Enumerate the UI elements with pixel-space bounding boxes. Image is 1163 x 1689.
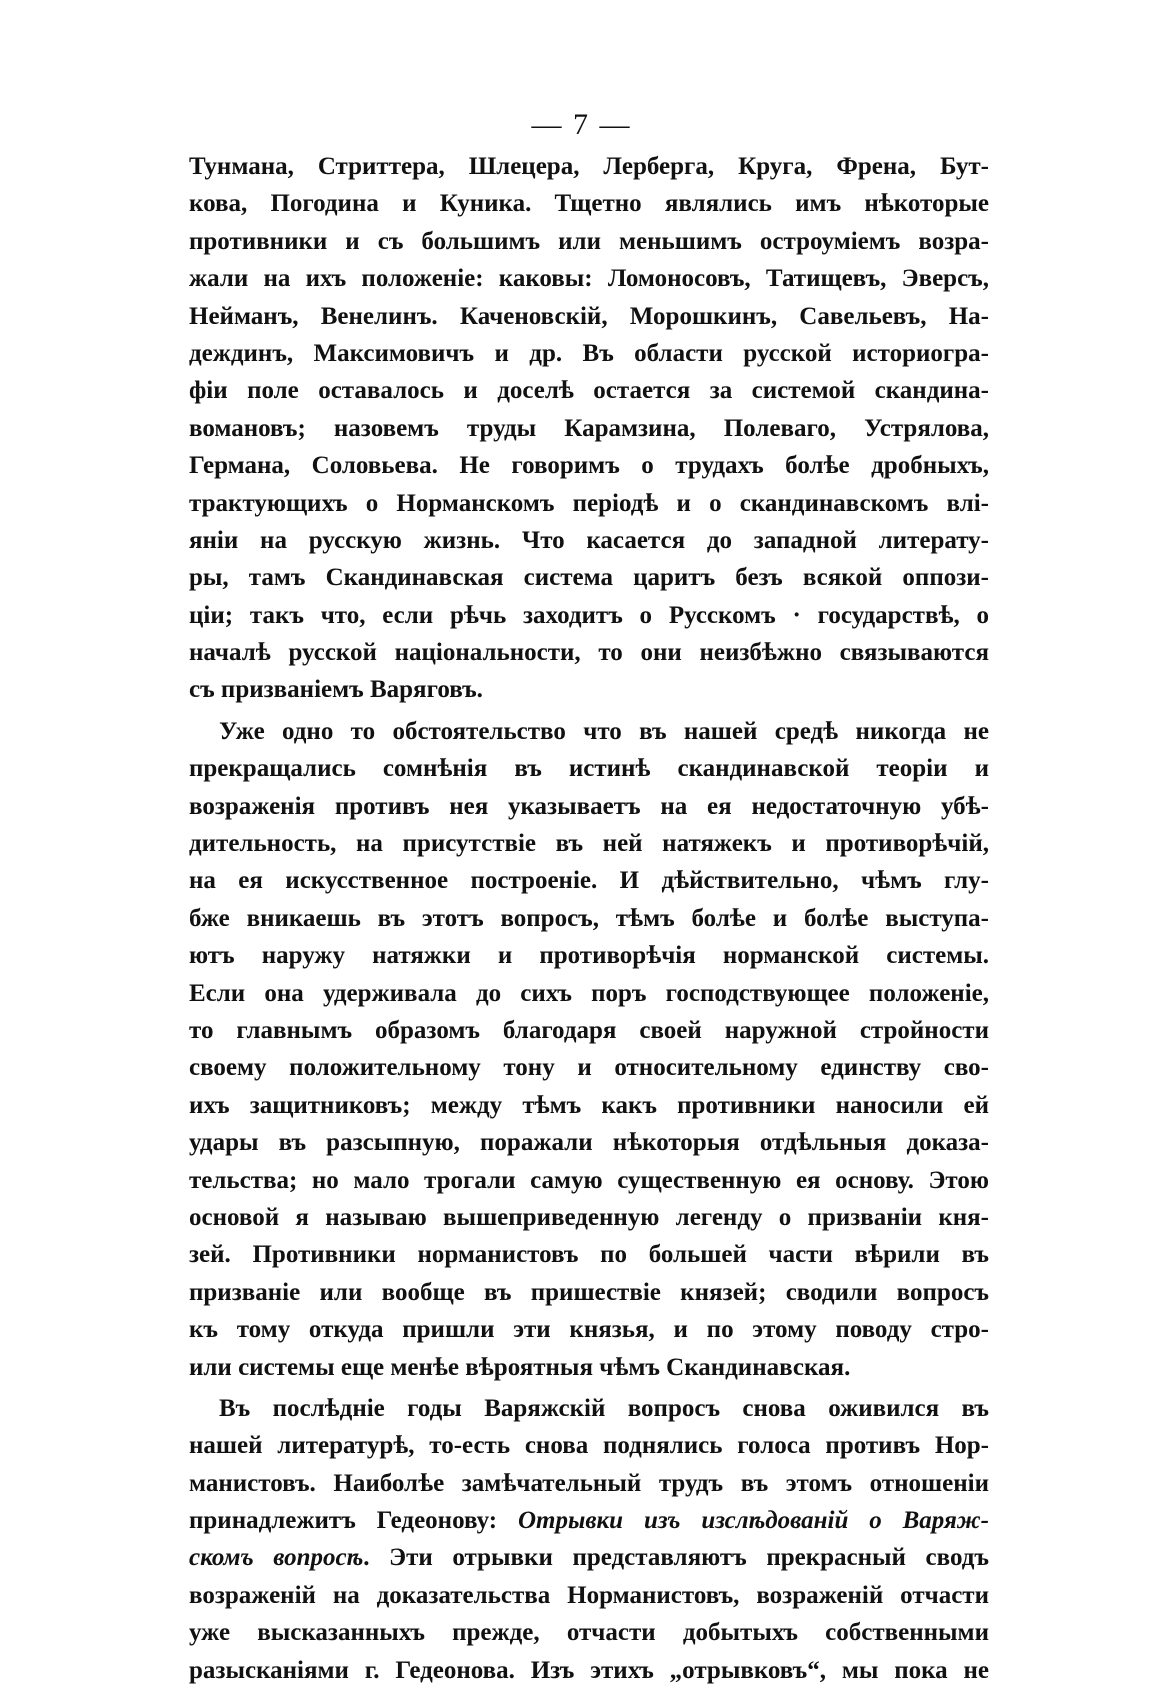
- text-line: зей. Противники норманистовъ по большей части вѣрили въ: [189, 1241, 989, 1269]
- text-line: на ея искусственное построенiе. И дѣйствительно, чѣмъ глу-: [189, 867, 989, 895]
- text-line: [189, 1502, 989, 1539]
- text-line: противники и съ большимъ или меньшимъ остроумiемъ возра-: [189, 227, 989, 255]
- text-line: кова, Погодина и Куника. Тщетно являлись имъ нѣкоторые: [189, 190, 989, 218]
- text-line: ютъ наружу натяжки и противорѣчiя норманской системы.: [189, 942, 989, 970]
- text-line: своему положительному тону и относительному единству сво-: [189, 1054, 989, 1082]
- text-segment: . Эти отрывки представляютъ прекрасный сводъ: [363, 1544, 989, 1572]
- text-line: трактующихъ о Норманскомъ перiодѣ и о скандинавскомъ влi-: [189, 489, 989, 517]
- text-line: янiи на русскую жизнь. Что касается до западной литерату-: [189, 526, 989, 554]
- page-number: — 7 —: [531, 108, 632, 141]
- text-segment: принадлежитъ Гедеонову:: [189, 1507, 518, 1535]
- body-text: [189, 148, 989, 1689]
- text-line: прекращались сомнѣнiя въ истинѣ скандинавской теорiи и: [189, 755, 989, 783]
- text-line: бже вникаешь въ этотъ вопросъ, тѣмъ болѣе и болѣе выступа-: [189, 904, 989, 932]
- text-line: цiи; такъ что, если рѣчь заходитъ о Русскомъ · государствѣ, о: [189, 601, 989, 629]
- text-line: основой я называю вышеприведенную легенду о призванiи кня-: [189, 1203, 989, 1231]
- text-line: уже высказанныхъ прежде, отчасти добытыхъ собственными: [189, 1619, 989, 1647]
- italic-title: скомъ вопросѣ: [189, 1544, 364, 1572]
- text-line: то главнымъ образомъ благодаря своей наружной стройности: [189, 1016, 989, 1044]
- text-line: Въ послѣднiе годы Варяжскiй вопросъ снова оживился въ: [219, 1394, 989, 1422]
- text-line: жали на ихъ положенiе: каковы: Ломоносовъ, Татищевъ, Эверсъ,: [189, 265, 989, 293]
- text-line: ры, тамъ Скандинавская система царитъ безъ всякой оппози-: [189, 564, 989, 592]
- text-line: фiи поле оставалось и доселѣ остается за системой скандина-: [189, 377, 989, 405]
- text-line: Уже одно то обстоятельство что въ нашей средѣ никогда не: [219, 717, 989, 745]
- text-line: призванiе или вообще въ пришествiе князей; сводили вопросъ: [189, 1278, 989, 1306]
- text-line: удары въ разсыпную, поражали нѣкоторыя отдѣльныя доказа-: [189, 1129, 989, 1157]
- text-line: манистовъ. Наиболѣе замѣчательный трудъ въ этомъ отношенiи: [189, 1469, 989, 1497]
- text-line: Если она удерживала до сихъ поръ господствующее положенiе,: [189, 979, 989, 1007]
- text-line: Нейманъ, Венелинъ. Каченовскiй, Морошкинъ, Савельевъ, На-: [189, 302, 989, 330]
- italic-title: Отрывки изъ изслѣдованiй о Варяж-: [517, 1507, 989, 1535]
- text-line: началѣ русской нацiональности, то они неизбѣжно связываются: [189, 639, 989, 667]
- text-line: [189, 1539, 989, 1576]
- text-line: Тунмана, Стриттера, Шлецера, Лерберга, Круга, Френа, Бут-: [189, 153, 989, 180]
- text-line: нашей литературѣ, то-есть снова поднялись голоса противъ Нор-: [189, 1432, 989, 1460]
- text-line: дительность, на присутствiе въ ней натяжекъ и противорѣчiй,: [189, 830, 989, 858]
- text-line: ихъ защитниковъ; между тѣмъ какъ противники наносили ей: [189, 1091, 989, 1119]
- text-line: или системы еще менѣе вѣроятныя чѣмъ Скандинавская.: [189, 1353, 851, 1381]
- text-line: возраженiя противъ нея указываетъ на ея недостаточную убѣ-: [189, 792, 989, 820]
- text-line: вомановъ; назовемъ труды Карамзина, Полеваго, Устрялова,: [189, 414, 989, 442]
- text-line: возраженiй на доказательства Норманистовъ, возраженiй отчасти: [189, 1581, 989, 1609]
- text-line: тельства; но мало трогали самую существенную ея основу. Этою: [189, 1166, 989, 1194]
- text-line: Германа, Соловьева. Не говоримъ о трудахъ болѣе дробныхъ,: [189, 452, 989, 480]
- text-line: разысканiями г. Гедеонова. Изъ этихъ „отрывковъ“, мы пока не: [189, 1656, 989, 1684]
- text-line: съ призванiемъ Варяговъ.: [189, 676, 483, 704]
- text-line: къ тому откуда пришли эти князья, и по этому поводу стро-: [189, 1316, 989, 1344]
- text-line: деждинъ, Максимовичъ и др. Въ области русской историогра-: [189, 339, 989, 367]
